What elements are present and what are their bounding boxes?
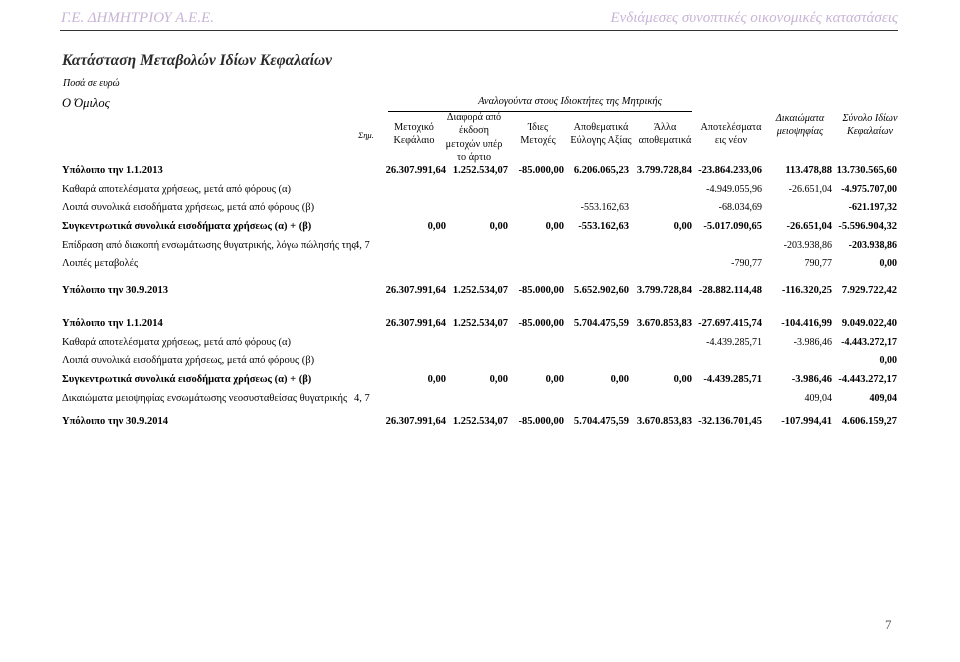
cell-minority: -107.994,41 (781, 416, 832, 427)
cell-retained: -32.136.701,45 (698, 416, 762, 427)
row-label: Συγκεντρωτικά συνολικά εισοδήματα χρήσεως (α) + (β) (62, 374, 312, 385)
cell-fair-value: -553.162,63 (580, 202, 629, 213)
table-row (0, 258, 960, 273)
cell-retained: -68.034,69 (718, 202, 762, 213)
row-label: Υπόλοιπο την 1.1.2014 (62, 318, 163, 329)
row-label: Καθαρά αποτελέσματα χρήσεως, μετά από φόρους (α) (62, 337, 292, 348)
header-rule (60, 30, 898, 31)
cell-fair-value: 6.206.065,23 (573, 165, 629, 176)
company-header: Γ.Ε. ΔΗΜΗΤΡΙΟΥ Α.Ε.Ε. (61, 10, 214, 26)
cell-minority: 790,77 (804, 258, 832, 269)
cell-minority: -104.416,99 (781, 318, 832, 329)
row-label: Υπόλοιπο την 1.1.2013 (62, 165, 163, 176)
col-header-treasury: Ίδιες Μετοχές (520, 122, 556, 147)
cell-share-capital: 26.307.991,64 (385, 165, 446, 176)
parent-header-rule (388, 111, 692, 112)
cell-other-reserves: 0,00 (673, 374, 692, 385)
cell-other-reserves: 0,00 (673, 221, 692, 232)
cell-total: 409,04 (869, 393, 897, 404)
col-header-share-capital: Μετοχικό Κεφάλαιο (393, 122, 435, 147)
row-note: 4, 7 (354, 240, 370, 251)
cell-treasury: 0,00 (545, 221, 564, 232)
cell-other-reserves: 3.799.728,84 (636, 165, 692, 176)
table-row (0, 165, 960, 180)
col-header-retained: Αποτελέσματα εις νέον (700, 122, 762, 147)
cell-total: -4.443.272,17 (841, 337, 897, 348)
units-label: Ποσά σε ευρώ (63, 78, 120, 89)
cell-minority: -116.320,25 (781, 285, 832, 296)
cell-total: 4.606.159,27 (841, 416, 897, 427)
cell-total: -5.596.904,32 (838, 221, 897, 232)
table-row (0, 318, 960, 333)
cell-total: 0,00 (879, 355, 897, 366)
cell-retained: -27.697.415,74 (698, 318, 762, 329)
col-header-minority: Δικαιώματα μειοψηφίας (775, 113, 825, 138)
cell-total: 0,00 (879, 258, 897, 269)
cell-fair-value: -553.162,63 (578, 221, 629, 232)
table-row (0, 337, 960, 352)
row-note: 4, 7 (354, 393, 370, 404)
page-title: Κατάσταση Μεταβολών Ιδίων Κεφαλαίων (62, 52, 333, 69)
row-label: Λοιπές μεταβολές (62, 258, 139, 269)
table-row (0, 221, 960, 236)
table-row (0, 374, 960, 389)
page-number: 7 (885, 617, 892, 632)
row-label: Καθαρά αποτελέσματα χρήσεως, μετά από φόρους (α) (62, 184, 292, 195)
cell-share-premium: 1.252.534,07 (452, 165, 508, 176)
group-label: Ο Όμιλος (62, 96, 110, 110)
table-row (0, 393, 960, 408)
cell-treasury: -85.000,00 (518, 318, 564, 329)
cell-fair-value: 5.652.902,60 (573, 285, 629, 296)
cell-total: -4.975.707,00 (841, 184, 897, 195)
cell-treasury: -85.000,00 (518, 285, 564, 296)
cell-total: -203.938,86 (848, 240, 897, 251)
row-label: Δικαιώματα μειοψηφίας ενσωμάτωσης νεοσυσταθείσας θυγατρικής (62, 393, 348, 404)
cell-retained: -5.017.090,65 (703, 221, 762, 232)
cell-total: -4.443.272,17 (838, 374, 897, 385)
cell-share-capital: 26.307.991,64 (385, 285, 446, 296)
table-row (0, 285, 960, 300)
cell-total: 7.929.722,42 (841, 285, 897, 296)
cell-treasury: -85.000,00 (518, 165, 564, 176)
cell-treasury: 0,00 (545, 374, 564, 385)
cell-other-reserves: 3.799.728,84 (636, 285, 692, 296)
cell-treasury: -85.000,00 (518, 416, 564, 427)
row-label: Λοιπά συνολικά εισοδήματα χρήσεως, μετά από φόρους (β) (62, 355, 315, 366)
cell-share-premium: 1.252.534,07 (452, 416, 508, 427)
cell-other-reserves: 3.670.853,83 (636, 416, 692, 427)
cell-minority: 113.478,88 (785, 165, 832, 176)
row-label: Υπόλοιπο την 30.9.2013 (62, 285, 168, 296)
cell-minority: 409,04 (804, 393, 832, 404)
cell-share-premium: 0,00 (489, 374, 508, 385)
cell-share-capital: 26.307.991,64 (385, 318, 446, 329)
cell-retained: -4.949.055,96 (706, 184, 762, 195)
cell-share-premium: 1.252.534,07 (452, 285, 508, 296)
parent-header: Αναλογούντα στους Ιδιοκτήτες της Μητρικής (478, 96, 662, 107)
cell-retained: -4.439.285,71 (706, 337, 762, 348)
cell-fair-value: 0,00 (610, 374, 629, 385)
col-header-share-premium: Διαφορά από έκδοση μετοχών υπέρ το άρτιο (445, 112, 503, 163)
cell-total: 13.730.565,60 (836, 165, 897, 176)
cell-minority: -26.651,04 (788, 184, 832, 195)
cell-share-premium: 1.252.534,07 (452, 318, 508, 329)
col-header-total: Σύνολο Ιδίων Κεφαλαίων (842, 113, 898, 138)
table-row (0, 355, 960, 370)
cell-retained: -23.864.233,06 (698, 165, 762, 176)
cell-minority: -3.986,46 (793, 337, 832, 348)
table-row (0, 202, 960, 217)
cell-total: 9.049.022,40 (841, 318, 897, 329)
col-header-note: Σημ. (358, 130, 374, 140)
cell-minority: -3.986,46 (791, 374, 832, 385)
cell-retained: -28.882.114,48 (698, 285, 762, 296)
cell-share-premium: 0,00 (489, 221, 508, 232)
cell-retained: -4.439.285,71 (703, 374, 762, 385)
cell-share-capital: 0,00 (427, 374, 446, 385)
cell-minority: -203.938,86 (783, 240, 832, 251)
report-title-header: Ενδιάμεσες συνοπτικές οικονομικές καταστάσεις (610, 10, 898, 26)
table-row (0, 184, 960, 199)
cell-fair-value: 5.704.475,59 (573, 318, 629, 329)
row-label: Επίδραση από διακοπή ενσωμάτωσης θυγατρικής, λόγω πώλησής της (62, 240, 356, 251)
table-row (0, 240, 960, 255)
cell-other-reserves: 3.670.853,83 (636, 318, 692, 329)
cell-total: -621.197,32 (848, 202, 897, 213)
row-label: Υπόλοιπο την 30.9.2014 (62, 416, 168, 427)
table-row (0, 416, 960, 431)
cell-fair-value: 5.704.475,59 (573, 416, 629, 427)
cell-minority: -26.651,04 (786, 221, 832, 232)
row-label: Συγκεντρωτικά συνολικά εισοδήματα χρήσεως (α) + (β) (62, 221, 312, 232)
row-label: Λοιπά συνολικά εισοδήματα χρήσεως, μετά από φόρους (β) (62, 202, 315, 213)
col-header-fair-value: Αποθεματικά Εύλογης Αξίας (570, 122, 632, 147)
cell-retained: -790,77 (731, 258, 762, 269)
cell-share-capital: 0,00 (427, 221, 446, 232)
cell-share-capital: 26.307.991,64 (385, 416, 446, 427)
col-header-other-reserves: Άλλα αποθεματικά (638, 122, 692, 147)
